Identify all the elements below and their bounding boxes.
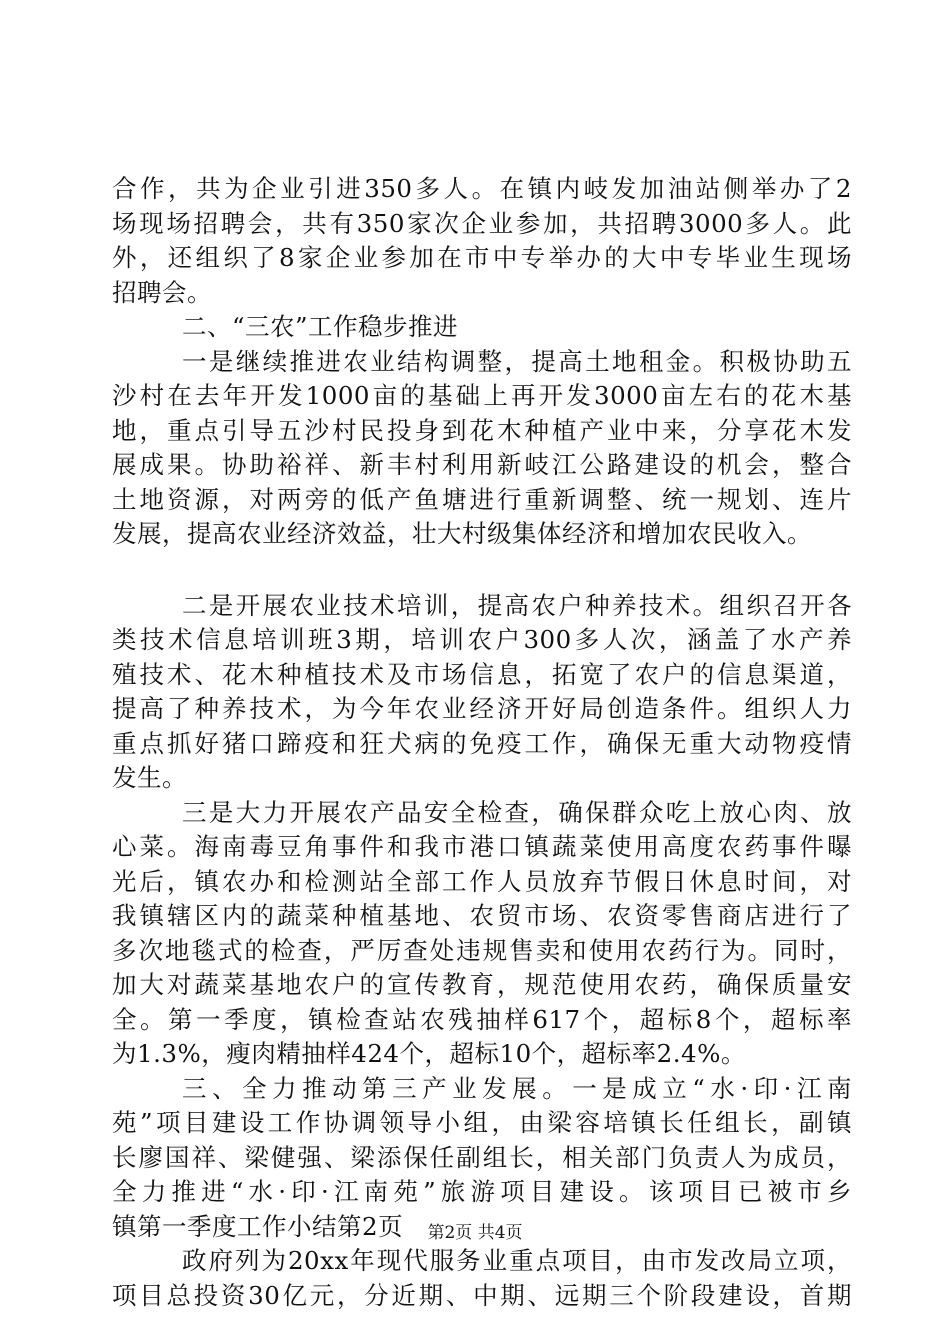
text-line: 外，还组织了8家企业参加在市中专举办的大中专毕业生现场 (112, 243, 852, 272)
text-line: 长廖国祥、梁健强、梁添保任副组长，相关部门负责人为成员， (112, 1142, 852, 1172)
text-line: 二、“三农”工作稳步推进 (182, 312, 459, 341)
paragraph-safety (112, 796, 852, 1072)
text-line: 全力推进“水·印·江南苑”旅游项目建设。该项目已被市乡 (112, 1177, 852, 1206)
document-page (112, 172, 852, 1313)
text-line: 光后，镇农办和检测站全部工作人员放弃节假日休息时间，对 (112, 866, 852, 896)
text-line: 沙村在去年开发1000亩的基础上再开发3000亩左右的花木基 (112, 381, 852, 410)
paragraph-recruit (112, 172, 852, 310)
text-line: 苑”项目建设工作协调领导小组，由梁容培镇长任组长，副镇 (112, 1108, 852, 1137)
text-line: 提高了种养技术，为今年农业经济开好局创造条件。组织人力 (112, 694, 852, 723)
text-line: 二是开展农业技术培训，提高农户种养技术。组织召开各 (182, 590, 852, 620)
text-line: 镇第一季度工作小结第2页 (112, 1211, 404, 1241)
text-line: 心菜。海南毒豆角事件和我市港口镇蔬菜使用高度农药事件曝 (112, 832, 852, 861)
paragraph-training (112, 589, 852, 796)
text-line: 三、全力推动第三产业发展。一是成立“水·印·江南 (182, 1073, 852, 1103)
text-line: 合作，共为企业引进350多人。在镇内岐发加油站侧举办了2 (112, 174, 852, 203)
text-line: 地，重点引导五沙村民投身到花木种植产业中来，分享花木发 (112, 415, 852, 445)
text-line: 我镇辖区内的蔬菜种植基地、农贸市场、农资零售商店进行了 (112, 901, 852, 930)
text-line: 为1.3%，瘦肉精抽样424个，超标10个，超标率2.4%。 (112, 1039, 746, 1068)
text-line: 重点抓好猪口蹄疫和狂犬病的免疫工作，确保无重大动物疫情 (112, 728, 852, 758)
text-line: 三是大力开展农产品安全检查，确保群众吃上放心肉、放 (182, 797, 852, 827)
paragraph-structure (112, 345, 852, 552)
text-line: 政府列为20xx年现代服务业重点项目，由市发改局立项， (182, 1246, 852, 1275)
text-line: 一是继续推进农业结构调整，提高土地租金。积极协助五 (182, 346, 852, 376)
page-number-label: 第2页 共4页 (427, 1223, 523, 1243)
paragraph-spacer (112, 552, 852, 589)
text-line: 发生。 (112, 763, 187, 792)
page-footer (0, 1218, 950, 1243)
text-line: 招聘会。 (112, 277, 212, 307)
paragraph-heading-sannong (112, 310, 852, 345)
text-line: 加大对蔬菜基地农户的宣传教育，规范使用农药，确保质量安 (112, 970, 852, 999)
text-line: 项目总投资30亿元，分近期、中期、远期三个阶段建设，首期 (112, 1280, 852, 1310)
text-line: 土地资源，对两旁的低产鱼塘进行重新调整、统一规划、连片 (112, 484, 852, 514)
text-line: 发展，提高农业经济效益，壮大村级集体经济和增加农民收入。 (112, 519, 812, 548)
paragraph-government (112, 1244, 852, 1313)
text-line: 场现场招聘会，共有350家次企业参加，共招聘3000多人。此 (112, 208, 852, 238)
text-line: 展成果。协助裕祥、新丰村利用新岐江公路建设的机会，整合 (112, 450, 852, 479)
text-line: 全。第一季度，镇检查站农残抽样617个，超标8个，超标率 (112, 1004, 852, 1034)
text-line: 类技术信息培训班3期，培训农户300多人次，涵盖了水产养 (112, 625, 852, 654)
text-line: 多次地毯式的检查，严厉查处违规售卖和使用农药行为。同时， (112, 935, 852, 965)
text-line: 殖技术、花木种植技术及市场信息，拓宽了农户的信息渠道， (112, 659, 852, 689)
